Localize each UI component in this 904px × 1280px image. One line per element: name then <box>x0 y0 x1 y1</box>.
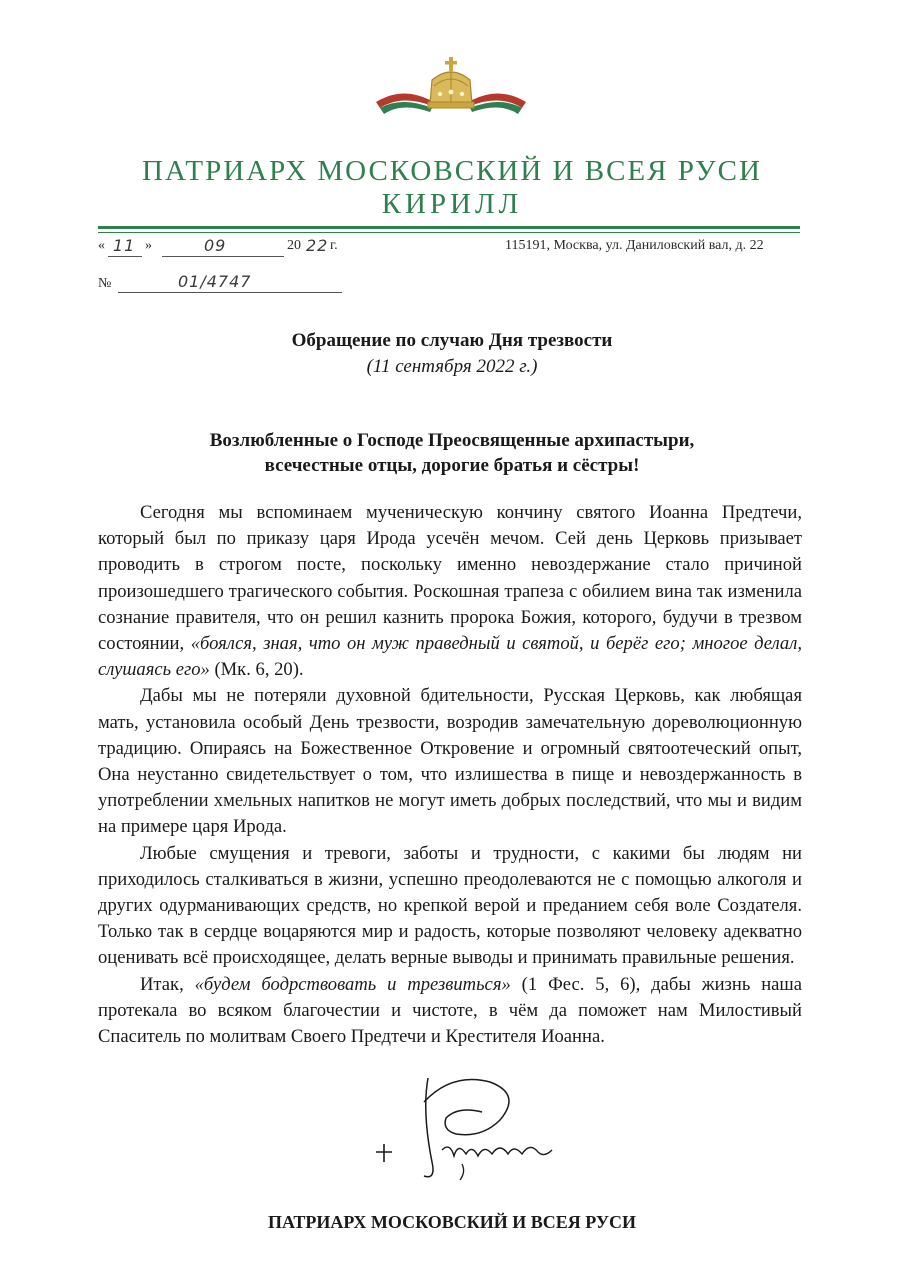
address: 115191, Москва, ул. Даниловский вал, д. 22 <box>505 238 764 253</box>
date-day-underline <box>108 256 142 257</box>
letter-body <box>98 500 802 1050</box>
paragraph-3: Любые смущения и тревоги, заботы и трудности, с какими бы людям ни приходилось сталкиваться в жизни, успешно преодолеваются не с помощью алкоголя и других одурманивающих средств, но крепкой верой и преданием себя воле Создателя. Только так в сердце воцаряются мир и радость, которые позволяют человеку адекватно оценивать всё происходящее, делать верные выводы и принимать правильные решения. <box>98 842 802 969</box>
number-value: 01/4747 <box>178 272 252 291</box>
paragraph-4: Итак, «будем бодрствовать и трезвиться» (1 Фес. 5, 6), дабы жизнь наша протекала во всяком благочестии и чистоте, в чём да поможет нам Милостивый Спаситель по молитвам Своего Предтечи и Крестителя Иоанна. <box>98 973 802 1048</box>
document-date: (11 сентября 2022 г.) <box>366 356 538 377</box>
date-year-abbr: г. <box>330 238 338 253</box>
date-month: 09 <box>204 236 227 255</box>
paragraph-1: Сегодня мы вспоминаем мученическую кончину святого Иоанна Предтечи, который был по приказу царя Ирода усечён мечом. Сей день Церковь призывает проводить в строгом посте, поскольку именно невоздержание стало причиной произошедшего трагического события. Роскошная трапеза с обилием вина так изменила сознание правителя, что он решил казнить пророка Божия, которого, будучи в трезвом состоянии, «боялся, зная, что он муж праведный и святой, и берёг его; многое делал, слушаясь его» (Мк. 6, 20). <box>98 502 802 681</box>
date-year-suffix: 22 <box>306 236 329 255</box>
date-close-quote: » <box>145 238 152 253</box>
paragraph-2: Дабы мы не потеряли духовной бдительности, Русская Церковь, как любящая мать, установила особый День трезвости, возродив замечательную дореволюционную традицию. Опираясь на Божественное Откровение и огромный святоотеческий опыт, Она неустанно свидетельствует о том, что излишества в пище и невоздержанность в употреблении хмельных напитков не могут иметь добрых последствий, что мы и видим на примере царя Ирода. <box>98 685 802 838</box>
handwritten-signature <box>362 1072 562 1182</box>
letterhead-rule-thin <box>98 232 800 233</box>
patriarch-crest-icon <box>372 56 530 118</box>
number-underline <box>118 292 342 293</box>
date-month-underline <box>162 256 284 257</box>
letterhead-name: КИРИЛЛ <box>381 188 523 220</box>
greeting-line-2: всечестные отцы, дорогие братья и сёстры! <box>264 455 640 476</box>
greeting-line-1: Возлюбленные о Господе Преосвященные архипастыри, <box>209 430 695 451</box>
date-day: 11 <box>113 236 136 255</box>
letterhead-rule-thick <box>98 226 800 229</box>
date-open-quote: « <box>98 238 105 253</box>
footer-title: ПАТРИАРХ МОСКОВСКИЙ И ВСЕЯ РУСИ <box>267 1212 637 1232</box>
date-year-prefix: 20 <box>287 238 301 253</box>
number-label: № <box>98 276 112 291</box>
document-title: Обращение по случаю Дня трезвости <box>291 330 613 351</box>
letterhead-title: ПАТРИАРХ МОСКОВСКИЙ И ВСЕЯ РУСИ <box>142 155 762 187</box>
